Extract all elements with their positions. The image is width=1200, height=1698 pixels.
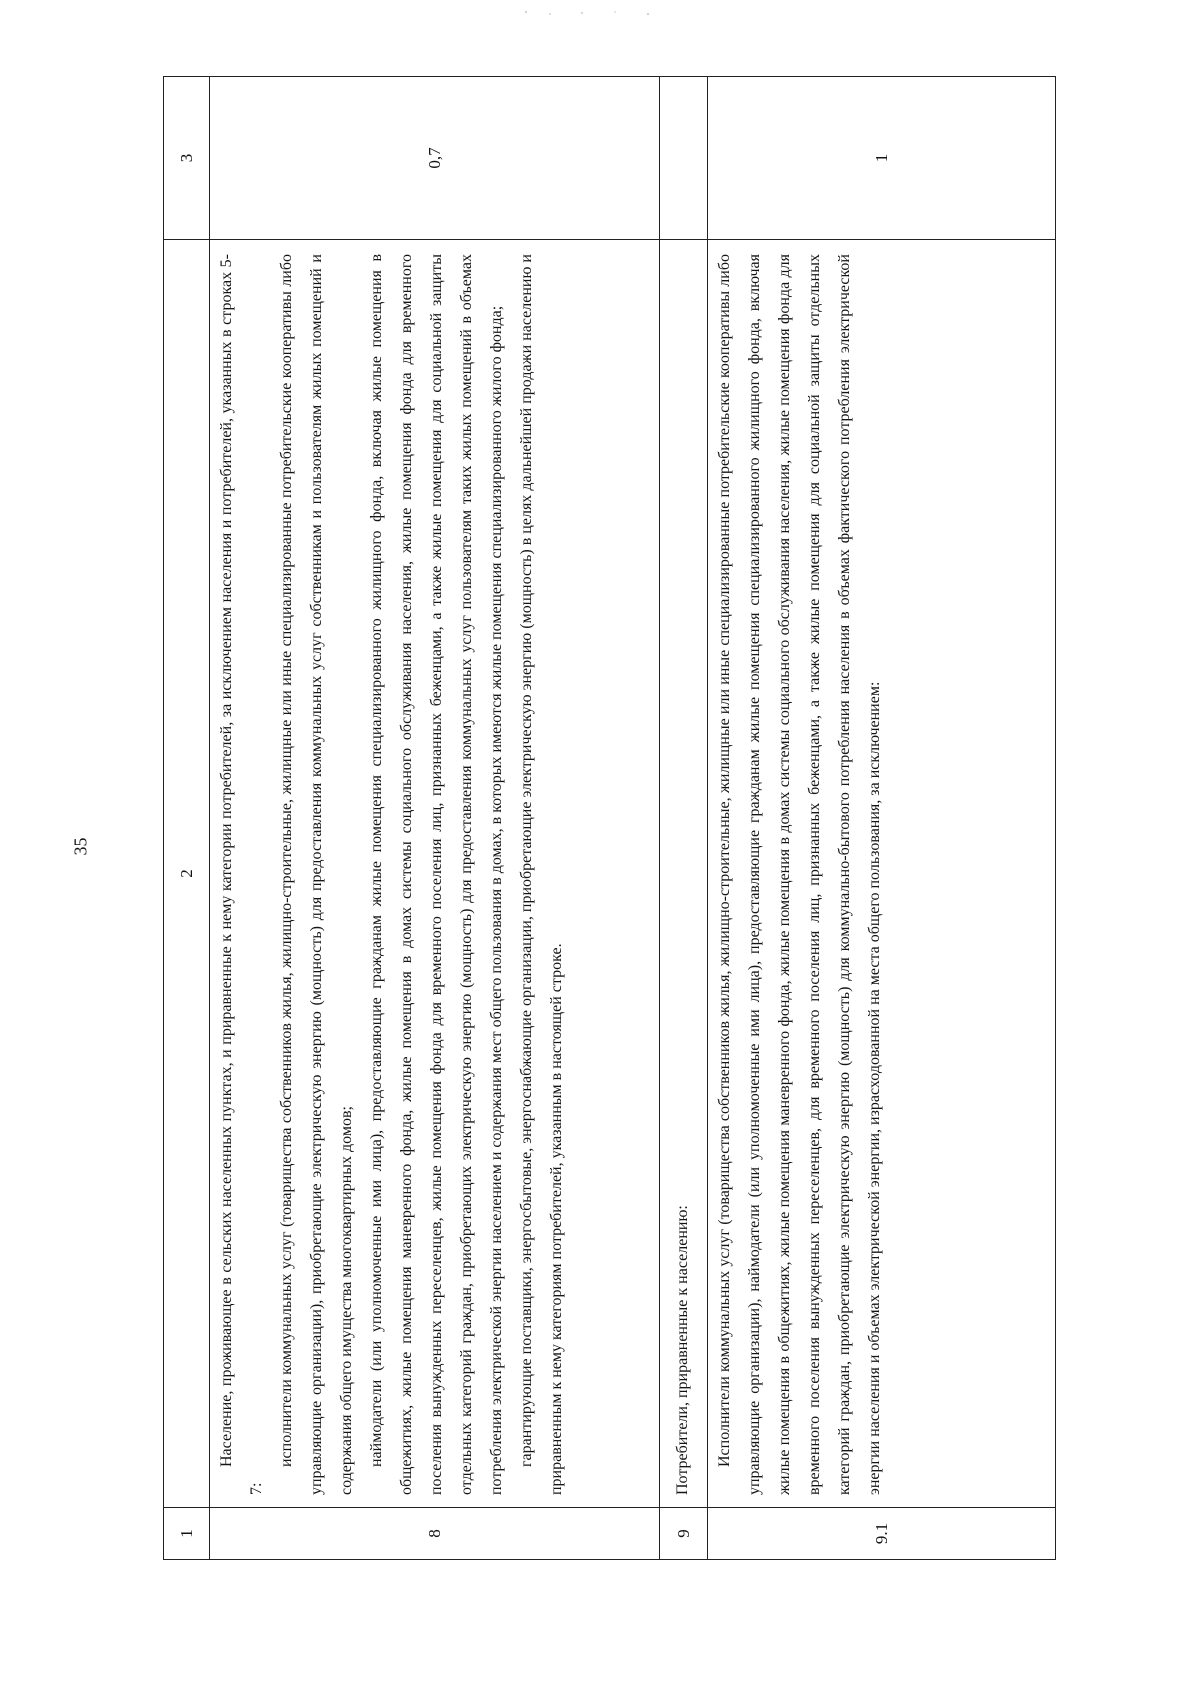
row-value xyxy=(660,77,708,240)
paragraph: наймодатели (или уполномоченные ими лица), предоставляющие гражданам жилые помещения специализированного жилищного фонда, включая жилые помещения в общежитиях, жилые помещения маневренного фонда, жилые помещения в домах системы социального обслуживания населения, жилые помещения фонда для временного поселения вынужденных переселенцев, жилые помещения фонда для временного поселения лиц, признанных беженцами, а также жилые помещения для социальной защиты отдельных категорий граждан, приобретающих электрическую энергию (мощность) для предоставления коммунальных услуг пользователям таких жилых помещений в объемах потребления электрической энергии населением и содержания мест общего пользования в домах, в которых имеются жилые помещения специализированного жилого фонда; xyxy=(368,254,505,1495)
paragraph: Население, проживающее в сельских населенных пунктах, и приравненные к нему категории потребителей, за исключением населения и потребителей, указанных в строках 5-7: xyxy=(218,254,265,1495)
paragraph: гарантирующие поставщики, энергосбытовые, энергоснабжающие организации, приобретающие электрическую энергию (мощность) в целях дальнейшей продажи населению и приравненным к нему категориям потребителей, указанным в настоящей строке. xyxy=(518,254,565,1495)
row-number: 8 xyxy=(210,1508,660,1560)
rotated-table-container xyxy=(163,77,1043,1560)
row-value: 1 xyxy=(708,77,1056,240)
header-cell-1: 1 xyxy=(164,1508,210,1560)
row-value: 0,7 xyxy=(210,77,660,240)
row-number: 9.1 xyxy=(708,1508,1056,1560)
paragraph: исполнители коммунальных услуг (товарищества собственников жилья, жилищно-строительные, жилищные или иные специализированные потребительские кооперативы либо управляющие организации), приобретающие электрическую энергию (мощность) для предоставления коммунальных услуг собственникам и пользователям жилых помещений и содержания общего имущества многоквартирных домов; xyxy=(278,254,355,1495)
paragraph: Потребители, приравненные к населению: xyxy=(673,1205,691,1495)
page-number: 35 xyxy=(70,837,91,856)
row-number: 9 xyxy=(660,1508,708,1560)
row-description xyxy=(660,240,708,1508)
row-description xyxy=(708,240,1056,1508)
header-cell-2: 2 xyxy=(164,240,210,1508)
table-row xyxy=(660,77,708,1560)
header-row xyxy=(164,77,210,1560)
scan-artifact xyxy=(520,8,670,18)
table-row xyxy=(210,77,660,1560)
tariff-table xyxy=(163,76,1056,1560)
row-description xyxy=(210,240,660,1508)
header-cell-3: 3 xyxy=(164,77,210,240)
paragraph: Исполнители коммунальных услуг (товарищества собственников жилья, жилищно-строительные, жилищные или иные специализированные потребительские кооперативы либо управляющие организации), наймодатели (или уполномоченные ими лица), предоставляющие гражданам жилые помещения специализированного жилищного фонда, включая жилые помещения в общежитиях, жилые помещения маневренного фонда, жилые помещения в домах системы социального обслуживания населения, жилые помещения фонда для временного поселения вынужденных переселенцев, для временного поселения лиц, признанных беженцами, а также жилые помещения для социальной защиты отдельных категорий граждан, приобретающие электрическую энергию (мощность) для коммунально-бытового потребления населения в объемах фактического потребления электрической энергии населения и объемах электрической энергии, израсходованной на места общего пользования, за исключением: xyxy=(716,254,883,1495)
table-row xyxy=(708,77,1056,1560)
